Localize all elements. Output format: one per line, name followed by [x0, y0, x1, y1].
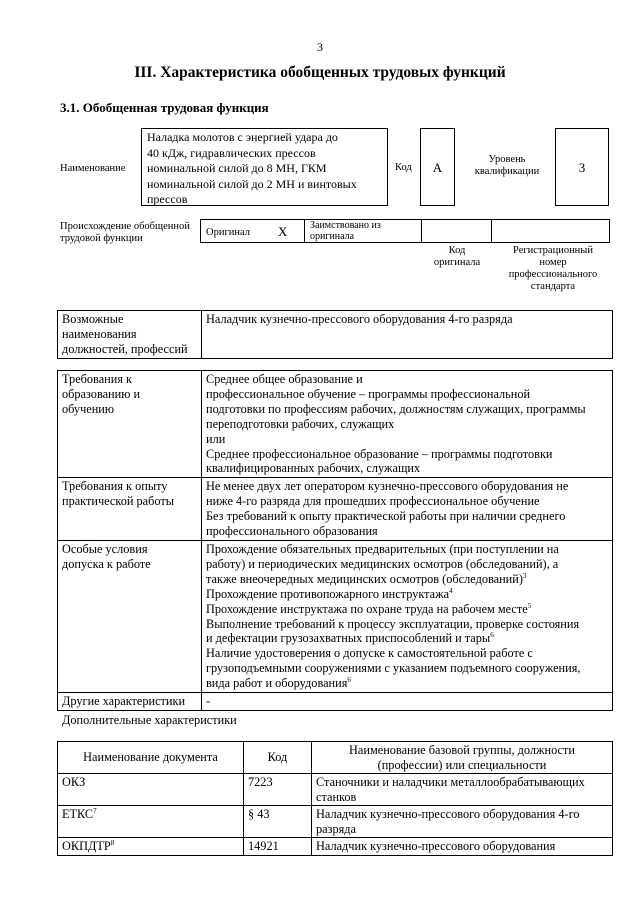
origin-label: [60, 221, 190, 245]
header-line: (профессии) или специальности: [377, 757, 547, 772]
footnote-mark: 6: [490, 631, 494, 640]
table-row: [58, 838, 613, 856]
label-line: должностей, профессий: [62, 341, 188, 356]
footnote-mark: 7: [93, 806, 97, 815]
value-line: [206, 587, 608, 602]
header-code: Код: [244, 742, 312, 774]
origin-label-line: трудовой функции: [60, 233, 143, 244]
doc-cell: [58, 806, 244, 838]
footnote-mark: 4: [449, 586, 453, 595]
level-label-line: Уровень: [488, 154, 526, 165]
positions-table: [57, 310, 613, 359]
value-line: Наличие удостоверения о допуске к самостоятельной работе с: [206, 646, 533, 661]
caption-line: номер: [539, 257, 567, 268]
label-line: Возможные: [62, 312, 124, 326]
level-label: [462, 154, 552, 178]
name-cell: [312, 806, 613, 838]
value-line: профессиональное обучение – программы профессиональной: [206, 386, 531, 401]
value-line: квалифицированных рабочих, служащих: [206, 461, 421, 476]
value-line: Прохождение обязательных предварительных (при поступлении на: [206, 541, 559, 556]
value-line: переподготовки рабочих, служащих: [206, 416, 395, 431]
function-name-line: Наладка молотов с энергией удара до: [147, 130, 338, 144]
caption-line: профессионального: [508, 269, 598, 280]
value-line: ниже 4-го разряда для прошедших профессиональное обучение: [206, 494, 540, 509]
requirement-value: [202, 478, 613, 541]
name-cell: [312, 774, 613, 806]
level-value: 3: [555, 128, 609, 206]
original-label: Оригинал: [206, 227, 250, 238]
function-name-line: прессов: [147, 192, 188, 206]
header-doc: Наименование документа: [58, 742, 244, 774]
origin-table: [200, 219, 610, 243]
label-line: допуска к работе: [62, 556, 151, 571]
requirements-table: [57, 370, 613, 711]
requirement-value: [202, 693, 613, 711]
caption-line: стандарта: [530, 281, 576, 292]
caption-line: оригинала: [433, 257, 481, 268]
value-text: Прохождение инструктажа по охране труда на рабочем месте: [206, 601, 528, 616]
label-line: обучению: [62, 401, 115, 416]
header-group: [312, 742, 613, 774]
label-line: практической работы: [62, 494, 174, 509]
value-text: также внеочередных медицинских осмотров (обследований): [206, 571, 523, 586]
table-row: [58, 311, 613, 359]
name-line: Станочники и наладчики металлообрабатывающих: [316, 775, 585, 789]
name-label: Наименование: [60, 163, 126, 174]
section-title: III. Характеристика обобщенных трудовых функций: [134, 64, 506, 81]
name-cell: [312, 838, 613, 856]
value-line: Среднее профессиональное образование – программы подготовки: [206, 446, 553, 461]
requirement-label: [58, 371, 202, 478]
doc-cell: [58, 774, 244, 806]
label-line: Требования к: [62, 372, 133, 386]
positions-label: [58, 311, 202, 359]
requirement-value: [202, 540, 613, 692]
table-row: [58, 371, 613, 478]
value-line: Среднее общее образование и: [206, 372, 363, 386]
borrowed-label: [310, 220, 381, 242]
requirement-value: [202, 371, 613, 478]
value-line: профессионального образования: [206, 524, 378, 539]
function-name-line: номинальной силой до 8 МН, ГКМ: [147, 161, 327, 175]
value-line: [206, 602, 608, 617]
label-line: образованию и: [62, 386, 141, 401]
table-row: [58, 540, 613, 692]
reg-number-caption: [497, 245, 609, 293]
name-line: Наладчик кузнечно-прессового оборудования 4-го: [316, 807, 580, 821]
value-text: Прохождение противопожарного инструктажа: [206, 586, 450, 601]
name-line: Наладчик кузнечно-прессового оборудования: [316, 839, 556, 853]
doc-cell: [58, 838, 244, 856]
table-row: [58, 478, 613, 541]
code-cell: 7223: [244, 774, 312, 806]
value-line: Без требований к опыту практической работы при наличии среднего: [206, 509, 566, 524]
additional-title: Дополнительные характеристики: [62, 713, 237, 727]
footnote-mark: 6: [347, 676, 351, 685]
caption-line: Регистрационный: [513, 245, 593, 256]
value-line: или: [206, 431, 226, 446]
footnote-mark: 5: [527, 601, 532, 610]
code-cell: 14921: [244, 838, 312, 856]
table-row: [58, 742, 613, 774]
value-line: -: [206, 694, 211, 709]
requirement-label: [58, 478, 202, 541]
table-row: [58, 806, 613, 838]
value-line: [206, 572, 608, 587]
value-line: работу) и периодических медицинских осмотров (обследований), а: [206, 556, 559, 571]
code-original-caption: [422, 245, 492, 269]
requirement-label: [58, 540, 202, 692]
doc-name: ЕТКС: [62, 807, 94, 821]
doc-name: ОКПДТР: [62, 839, 111, 853]
value-text: и дефектации грузозахватных приспособлений и тары: [206, 631, 491, 646]
code-value: А: [420, 128, 455, 206]
page-number: 3: [317, 40, 323, 54]
code-cell: § 43: [244, 806, 312, 838]
origin-code-cell: [422, 219, 492, 243]
origin-reg-cell: [492, 219, 610, 243]
value-line: [206, 631, 608, 646]
value-line: [206, 676, 608, 691]
footnote-mark: 8: [110, 838, 115, 847]
borrowed-label-line: оригинала: [310, 231, 355, 242]
value-line: Выполнение требований к процессу эксплуатации, проверке состояния: [206, 616, 580, 631]
function-name-box: [141, 128, 388, 206]
positions-value: Наладчик кузнечно-прессового оборудования 4-го разряда: [202, 311, 613, 359]
code-label: Код: [395, 162, 412, 173]
header-line: Наименование базовой группы, должности: [349, 743, 575, 757]
name-line: станков: [316, 789, 357, 804]
function-name-line: номинальной силой до 2 МН и винтовых: [147, 176, 357, 191]
doc-name: ОКЗ: [62, 775, 86, 789]
caption-line: Код: [448, 245, 466, 256]
level-label-line: квалификации: [474, 166, 540, 177]
name-line: разряда: [316, 821, 356, 836]
value-text: вида работ и оборудования: [206, 676, 348, 691]
origin-label-line: Происхождение обобщенной: [60, 221, 190, 232]
original-mark: X: [278, 224, 288, 239]
subsection-title: 3.1. Обобщенная трудовая функция: [60, 100, 269, 115]
footnote-mark: 3: [522, 571, 527, 580]
function-name-line: 40 кДж, гидравлических прессов: [147, 145, 316, 160]
borrowed-label-line: Заимствовано из: [310, 220, 381, 231]
requirement-label: [58, 693, 202, 711]
value-line: Не менее двух лет оператором кузнечно-прессового оборудования не: [206, 479, 569, 494]
table-row: [58, 693, 613, 711]
value-line: грузоподъемными сооружениями с указанием подъемного сооружения,: [206, 661, 581, 676]
table-row: [58, 774, 613, 806]
label-line: Особые условия: [62, 541, 148, 556]
label-line: Требования к опыту: [62, 479, 168, 494]
additional-table: [57, 741, 613, 856]
value-line: подготовки по профессиям рабочих, должностям служащих, программы: [206, 401, 586, 416]
label-line: наименования: [62, 326, 137, 341]
label-line: Другие характеристики: [62, 694, 186, 709]
